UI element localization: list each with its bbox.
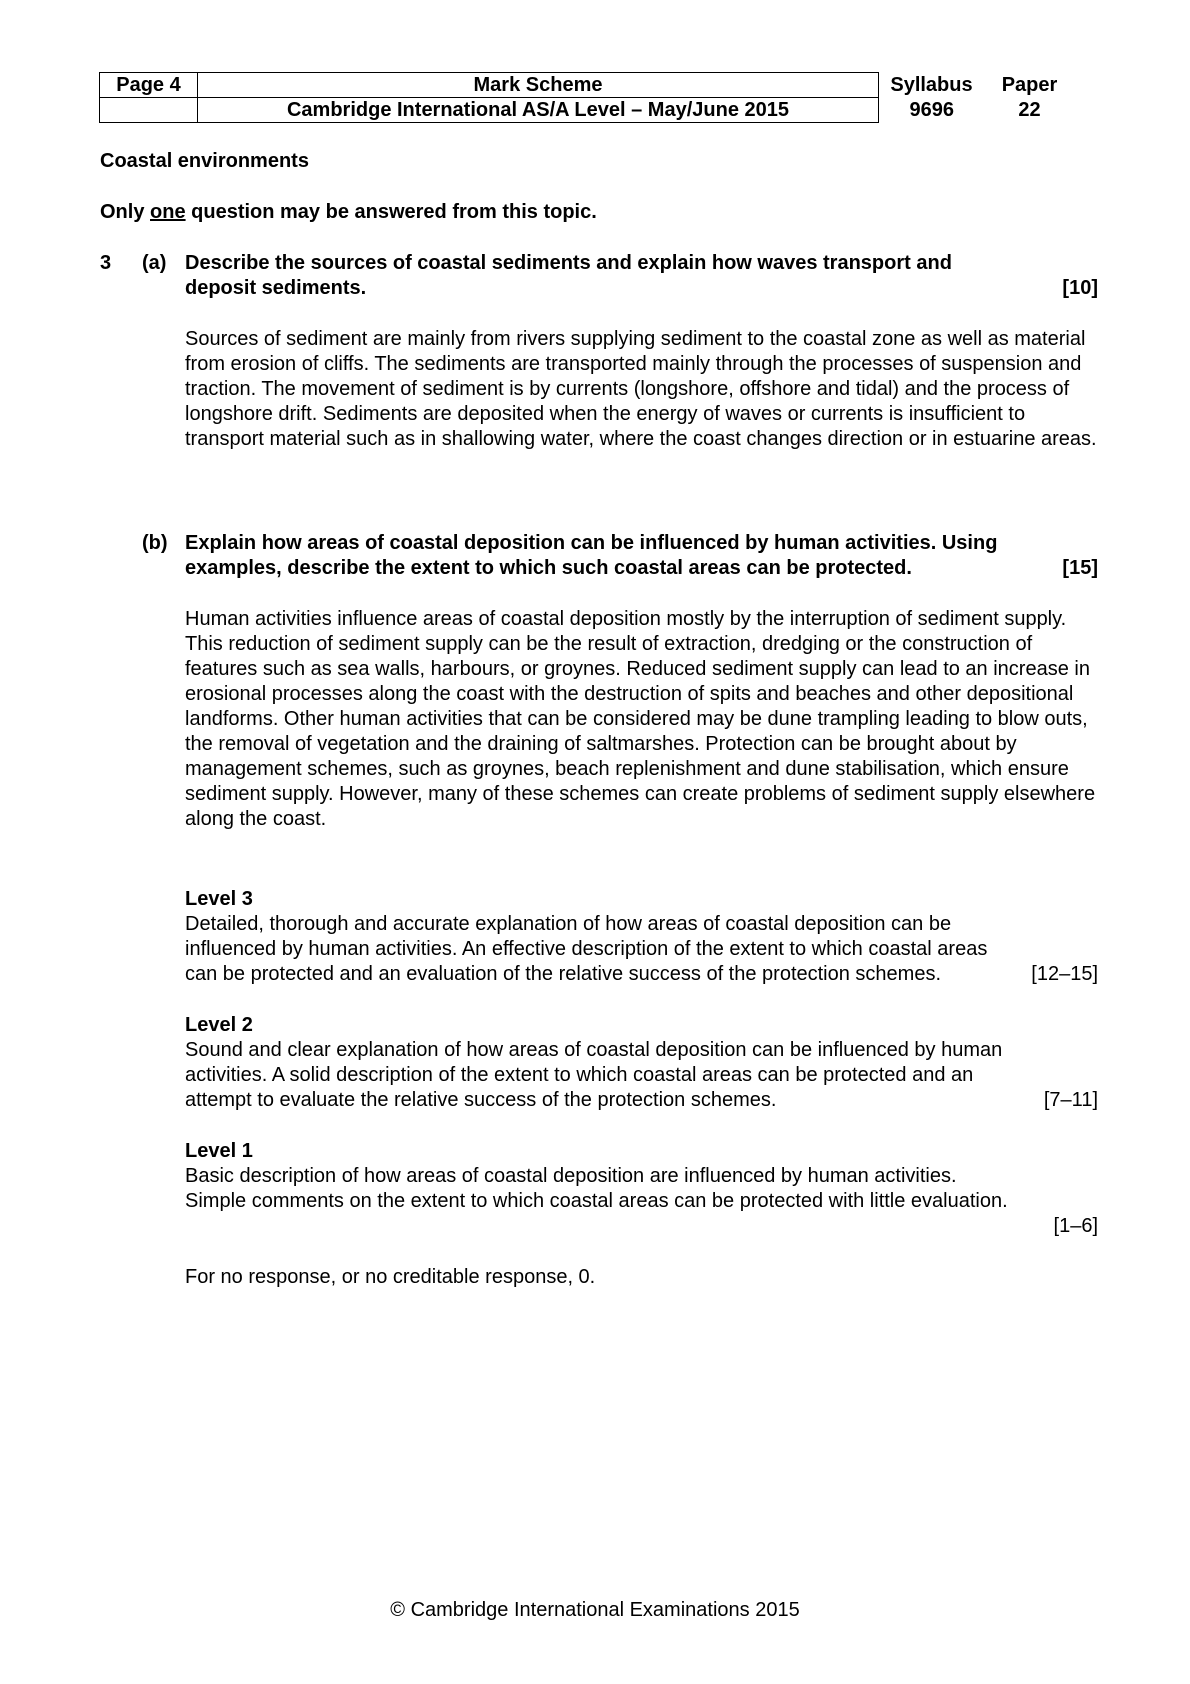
- level-1-line1: Basic description of how areas of coastal deposition are influenced by human activities.: [185, 1165, 957, 1187]
- level-3-title: Level 3: [185, 888, 253, 910]
- instruction-post: question may be answered from this topic.: [185, 201, 597, 223]
- part-b-label: (b): [142, 532, 168, 554]
- part-b-marks: [15]: [1062, 557, 1098, 579]
- syllabus-label: Syllabus: [890, 74, 973, 96]
- level-1-title: Level 1: [185, 1140, 253, 1162]
- level-3-line1: Detailed, thorough and accurate explanation of how areas of coastal deposition can be: [185, 913, 952, 935]
- part-a-label: (a): [142, 252, 167, 274]
- header-table: [99, 72, 1075, 123]
- empty-cell: [100, 98, 198, 123]
- level-2-marks: [7–11]: [1043, 1089, 1098, 1111]
- instruction: [100, 200, 597, 225]
- level-3-marks: [12–15]: [1031, 963, 1098, 985]
- level-2-title: Level 2: [185, 1014, 253, 1036]
- level-3-line2: influenced by human activities. An effective description of the extent to which coastal areas: [185, 938, 988, 960]
- level-1-line2: Simple comments on the extent to which coastal areas can be protected with little evaluation.: [185, 1190, 1008, 1212]
- instruction-underlined: one: [150, 201, 186, 223]
- level-2-line3: attempt to evaluate the relative success of the protection schemes.: [185, 1089, 777, 1111]
- no-response-note: For no response, or no creditable response, 0.: [185, 1266, 596, 1288]
- copyright-footer: © Cambridge International Examinations 2015: [390, 1599, 800, 1621]
- part-a-question-line1: Describe the sources of coastal sediments and explain how waves transport and: [185, 252, 952, 274]
- document-subtitle: Cambridge International AS/A Level – May/June 2015: [198, 98, 879, 123]
- part-a-question: [185, 251, 1098, 301]
- part-a-answer: Sources of sediment are mainly from rivers supplying sediment to the coastal zone as well as material from erosion of cliffs. The sediments are transported mainly through the processes of suspension and traction. The movement of sediment is by currents (longshore, offshore and tidal) and the process of longshore drift. Sediments are deposited when the energy of waves or currents is insufficient to transport material such as in shallowing water, where the coast changes direction or in estuarine areas.: [185, 328, 1097, 450]
- level-3-line3: can be protected and an evaluation of the relative success of the protection schemes.: [185, 963, 942, 985]
- part-a-marks: [10]: [1062, 277, 1098, 299]
- part-b-question-line2: examples, describe the extent to which such coastal areas can be protected.: [185, 557, 912, 579]
- part-a-question-line2: deposit sediments.: [185, 277, 367, 299]
- level-1-marks: [1–6]: [1053, 1215, 1098, 1237]
- level-3-block: [185, 887, 1098, 987]
- document-title: Mark Scheme: [198, 73, 879, 98]
- page-number: Page 4: [100, 73, 198, 98]
- paper-label: Paper: [1001, 74, 1058, 96]
- level-2-line1: Sound and clear explanation of how areas of coastal deposition can be influenced by human: [185, 1039, 1003, 1061]
- paper-value: 22: [1018, 99, 1041, 121]
- part-b-question: [185, 531, 1098, 581]
- question-number: 3: [100, 252, 112, 274]
- topic-heading: Coastal environments: [100, 150, 309, 172]
- level-2-block: [185, 1013, 1098, 1113]
- level-1-block: [185, 1139, 1098, 1239]
- instruction-pre: Only: [100, 201, 151, 223]
- syllabus-value: 9696: [909, 99, 954, 121]
- level-2-line2: activities. A solid description of the extent to which coastal areas can be protected and an: [185, 1064, 974, 1086]
- part-b-question-line1: Explain how areas of coastal deposition can be influenced by human activities. Using: [185, 532, 998, 554]
- part-b-answer: Human activities influence areas of coastal deposition mostly by the interruption of sediment supply. This reduction of sediment supply can be the result of extraction, dredging or the construction of features such as sea walls, harbours, or groynes. Reduced sediment supply can lead to an increase in erosional processes along the coast with the destruction of spits and beaches and other depositional landforms. Other human activities that can be considered may be dune trampling leading to blow outs, the removal of vegetation and the draining of saltmarshes. Protection can be brought about by management schemes, such as groynes, beach replenishment and dune stabilisation, which ensure sediment supply. However, many of these schemes can create problems of sediment supply elsewhere along the coast.: [185, 608, 1096, 830]
